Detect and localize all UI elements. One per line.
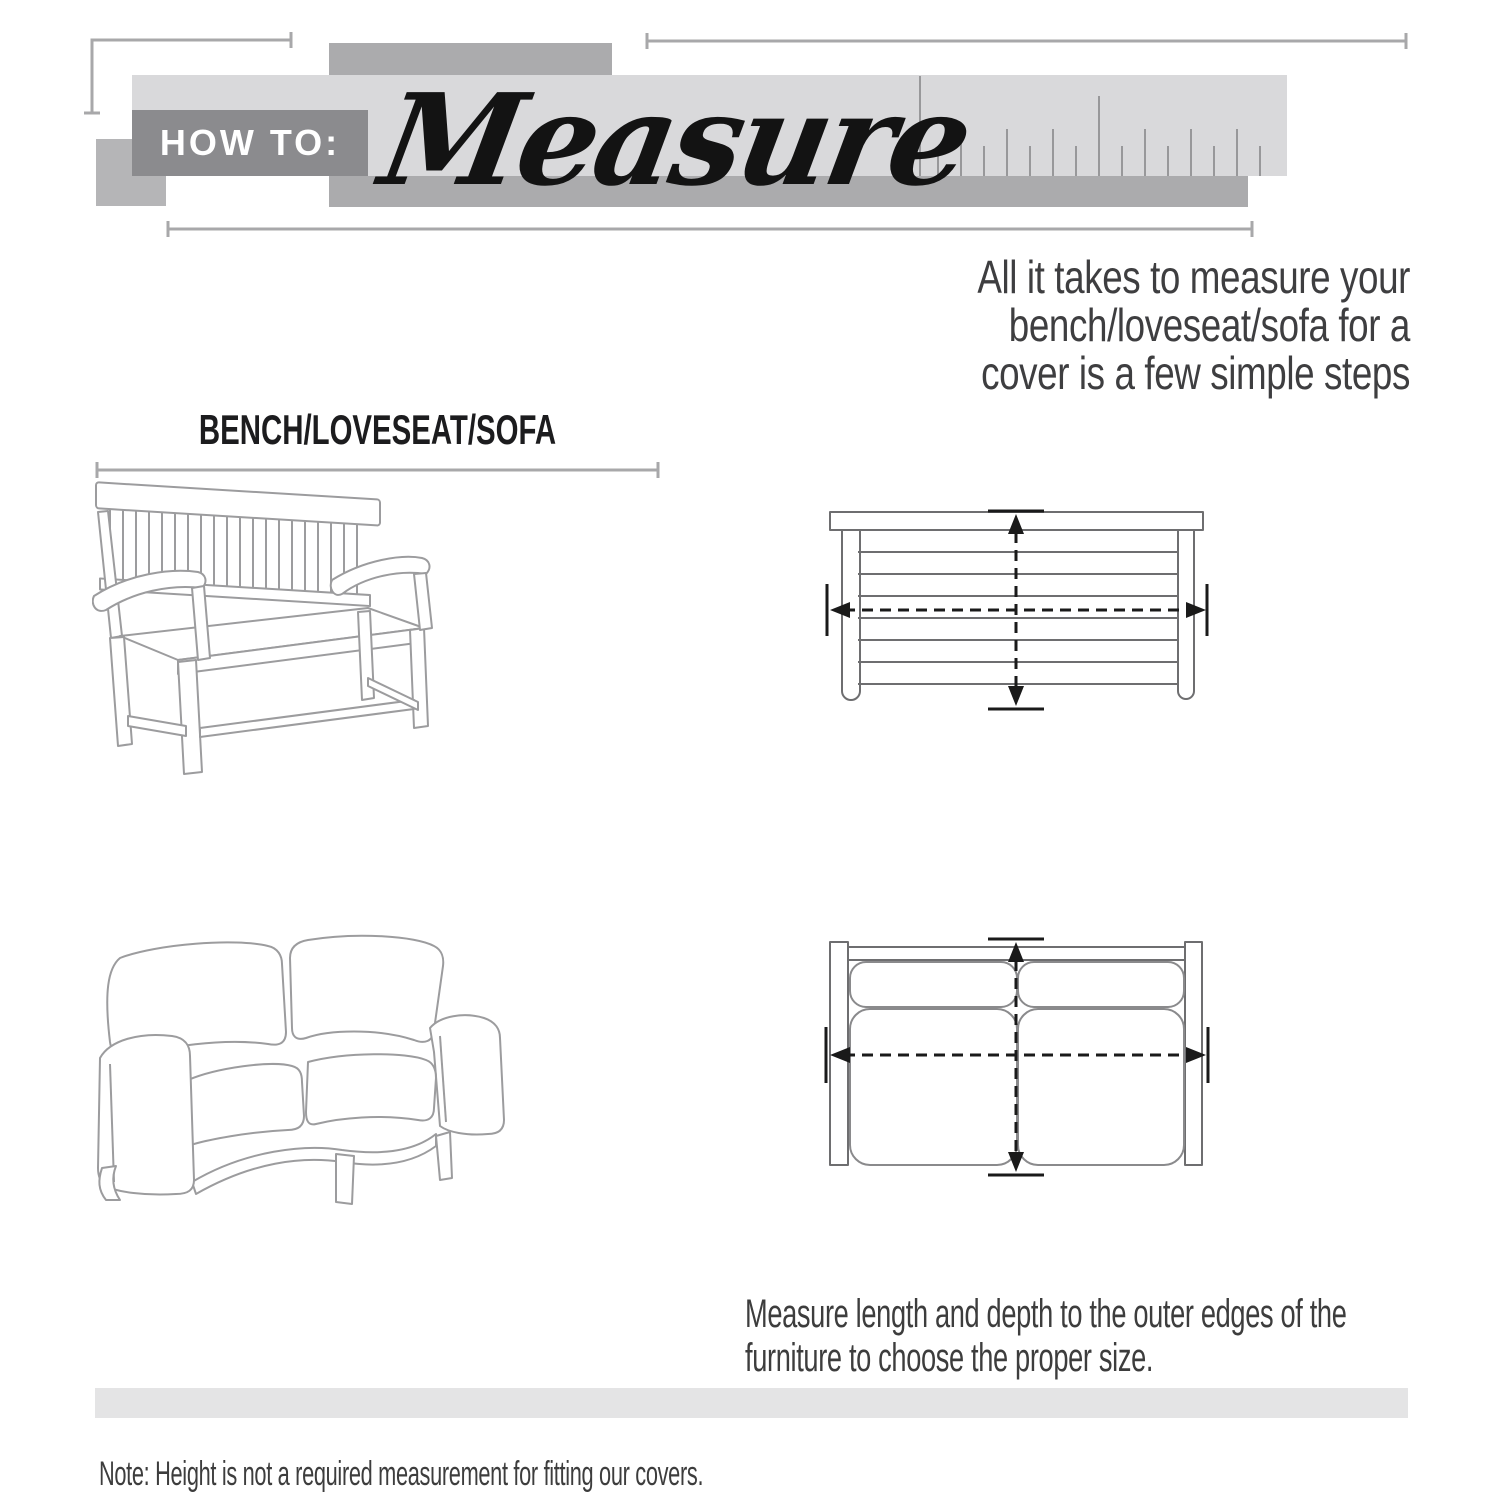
bracket-end-ticks (84, 32, 291, 113)
ruler-ticks-icon (938, 96, 1260, 176)
subtitle-line-1: All it takes to measure your bench/loveseat/sofa for a (977, 251, 1410, 351)
bottom-divider (95, 1388, 1408, 1418)
bench-line-drawing (92, 476, 507, 791)
loveseat-line-drawing (96, 932, 516, 1212)
bottom-measure-line (168, 221, 1252, 237)
top-right-measure-line (647, 33, 1406, 49)
subtitle (682, 253, 1410, 397)
measure-instruction (745, 1292, 1357, 1380)
measure-instruction-line-1: Measure length and depth to the outer edges of the (745, 1292, 1347, 1336)
page-title: Measure (370, 66, 980, 214)
bench-top-view-diagram (820, 500, 1220, 715)
section-label: BENCH/LOVESEAT/SOFA (198, 406, 557, 453)
measure-instruction-line-2: furniture to choose the proper size. (745, 1336, 1154, 1380)
footnote: Note: Height is not a required measurement for fitting our covers. (99, 1455, 704, 1493)
kicker-label: HOW TO: (159, 122, 341, 163)
kicker-box (132, 110, 368, 176)
dimension-bracket-icon (92, 40, 291, 113)
loveseat-top-view-diagram (820, 930, 1220, 1182)
subtitle-line-2: cover is a few simple steps (981, 347, 1410, 399)
